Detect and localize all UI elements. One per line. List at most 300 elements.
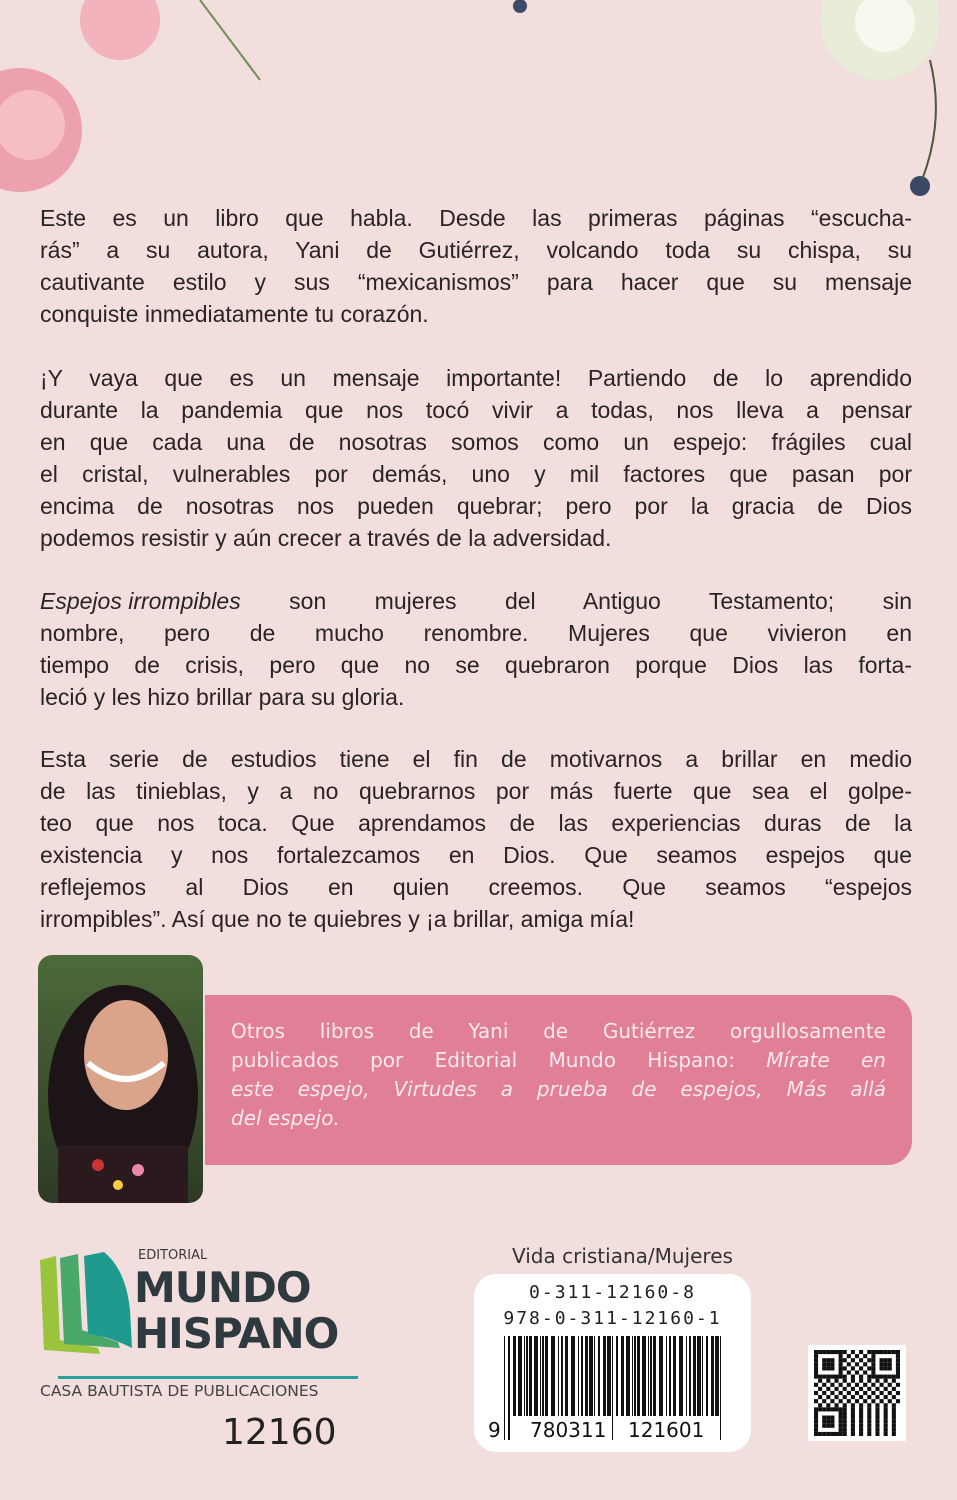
qr-module [884,1420,888,1424]
qr-module [834,1379,838,1383]
text-line: teo que nos toca. Que aprendamos de las experiencias duras de la [40,810,912,836]
book-title: Espejos irrompibles [40,588,241,614]
qr-module [884,1424,888,1428]
qr-module [843,1350,847,1354]
qr-module [843,1387,847,1391]
qr-module [888,1366,892,1370]
qr-module [896,1366,900,1370]
qr-module [884,1403,888,1407]
text-line: irrompibles”. Así que no te quiebres y ¡a brillar, amiga mía! [40,906,635,932]
qr-module [847,1383,851,1387]
barcode-bar [581,1336,583,1416]
description-paragraph-4 [40,743,912,935]
barcode-bars [474,1336,751,1446]
barcode-bar [558,1336,559,1416]
qr-module [896,1350,900,1354]
text-line [231,1075,886,1104]
barcode-bar [594,1336,595,1416]
qr-module [884,1375,888,1379]
barcode-bar [621,1336,624,1416]
qr-module [839,1362,843,1366]
qr-module [884,1416,888,1420]
qr-module [884,1387,888,1391]
qr-module [875,1416,879,1420]
qr-module [814,1350,818,1354]
qr-module [814,1420,818,1424]
qr-module [830,1375,834,1379]
qr-module [814,1358,818,1362]
barcode-bar [693,1336,696,1416]
qr-module [826,1379,830,1383]
publisher-name-2: HISPANO [134,1309,339,1358]
qr-module [826,1350,830,1354]
publisher-editorial: EDITORIAL [138,1248,208,1263]
publisher-name-1: MUNDO [134,1263,311,1312]
qr-module [875,1424,879,1428]
qr-module [859,1428,863,1432]
qr-module [839,1375,843,1379]
qr-module [847,1370,851,1374]
qr-module [855,1391,859,1395]
qr-module [875,1428,879,1432]
barcode-bar [715,1336,719,1416]
qr-module [830,1424,834,1428]
barcode-bar [673,1336,676,1416]
barcode-bar [513,1336,516,1416]
qr-module [822,1362,826,1366]
qr-module [884,1411,888,1415]
qr-module [892,1387,896,1391]
text-line: reflejemos al Dios en quien creemos. Que seamos “espejos [40,874,912,900]
qr-module [826,1395,830,1399]
qr-module [826,1416,830,1420]
qr-module [830,1399,834,1403]
qr-module [892,1350,896,1354]
qr-module [830,1391,834,1395]
barcode-bar [526,1336,528,1416]
qr-module [888,1383,892,1387]
qr-module [851,1420,855,1424]
qr-module [896,1358,900,1362]
qr-module [892,1424,896,1428]
barcode-digits-right: 121601 [628,1418,705,1442]
barcode-bar [650,1336,652,1416]
qr-module [875,1375,879,1379]
barcode-bar [626,1336,630,1416]
qr-module [822,1350,826,1354]
qr-module [867,1411,871,1415]
qr-module [859,1395,863,1399]
qr-module [863,1354,867,1358]
qr-module [888,1399,892,1403]
product-code: 12160 [222,1412,337,1453]
qr-module [859,1411,863,1415]
qr-module [863,1399,867,1403]
qr-module [814,1354,818,1358]
qr-module [830,1432,834,1436]
qr-module [892,1411,896,1415]
barcode-bar [571,1336,575,1416]
qr-module [859,1379,863,1383]
qr-module [818,1432,822,1436]
qr-module [859,1375,863,1379]
qr-module [884,1379,888,1383]
text-line: ¡Y vaya que es un mensaje importante! Partiendo de lo aprendido [40,365,912,391]
qr-module [839,1428,843,1432]
qr-module [830,1416,834,1420]
barcode-bar [607,1336,611,1416]
qr-module [818,1375,822,1379]
qr-module [847,1362,851,1366]
qr-module [822,1358,826,1362]
qr-module [855,1362,859,1366]
qr-module [875,1395,879,1399]
qr-module [896,1383,900,1387]
qr-module [892,1395,896,1399]
qr-module [826,1407,830,1411]
barcode-bar [706,1336,708,1416]
text-line: podemos resistir y aún crecer a través de la adversidad. [40,525,612,551]
qr-module [892,1416,896,1420]
floral-decoration [0,0,957,200]
qr-module [839,1407,843,1411]
qr-module [822,1416,826,1420]
qr-module [871,1391,875,1395]
qr-module [847,1391,851,1395]
qr-module [814,1407,818,1411]
qr-module [875,1403,879,1407]
qr-module [875,1387,879,1391]
qr-module [880,1366,884,1370]
qr-module [875,1432,879,1436]
qr-module [892,1403,896,1407]
qr-module [867,1375,871,1379]
qr-module [871,1358,875,1362]
qr-module [896,1391,900,1395]
qr-module [839,1432,843,1436]
qr-module [859,1424,863,1428]
barcode-bar [612,1336,613,1440]
publisher-tagline: CASA BAUTISTA DE PUBLICACIONES [40,1382,319,1400]
barcode-bar [679,1336,683,1416]
qr-module [859,1403,863,1407]
barcode-digit-prefix: 9 [488,1418,501,1442]
qr-module [826,1420,830,1424]
barcode-bar [578,1336,579,1416]
qr-module [834,1395,838,1399]
description-paragraph-1 [40,202,912,330]
qr-module [884,1432,888,1436]
text-line: el cristal, vulnerables por demás, uno y mil factores que pasan por [40,461,912,487]
qr-module [851,1407,855,1411]
qr-module [826,1403,830,1407]
qr-module [847,1354,851,1358]
qr-module [884,1366,888,1370]
qr-module [814,1432,818,1436]
qr-module [892,1379,896,1383]
text-line-rest: son mujeres del Antiguo Testamento; sin [240,588,912,614]
barcode-bar [540,1336,541,1416]
barcode-bar [689,1336,691,1416]
qr-module [830,1407,834,1411]
qr-module [896,1354,900,1358]
barcode-bar [534,1336,538,1416]
qr-module [896,1362,900,1366]
qr-module [839,1399,843,1403]
qr-module [892,1432,896,1436]
barcode-bar [529,1336,532,1416]
qr-module [880,1375,884,1379]
qr-module [863,1362,867,1366]
barcode-bar [711,1336,714,1416]
qr-module [814,1399,818,1403]
other-books-box [205,995,912,1165]
qr-module [871,1399,875,1403]
text-line: en que cada una de nosotras somos como un espejo: frágiles cual [40,429,912,455]
barcode-bar [637,1336,640,1416]
qr-module [834,1403,838,1407]
qr-module [880,1358,884,1362]
qr-module [880,1350,884,1354]
qr-module [830,1350,834,1354]
qr-module [867,1387,871,1391]
qr-module [855,1370,859,1374]
qr-module [884,1407,888,1411]
qr-module [843,1407,847,1411]
qr-module [834,1350,838,1354]
text-line [231,1104,886,1133]
text-span: publicados por Editorial Mundo Hispano: [231,1048,767,1072]
barcode-digits-left: 780311 [530,1418,607,1442]
qr-module [867,1379,871,1383]
qr-module [822,1399,826,1403]
qr-module [843,1424,847,1428]
qr-module [855,1399,859,1403]
qr-module [851,1403,855,1407]
barcode-bar [669,1336,671,1416]
text-line: Otros libros de Yani de Gutiérrez orgullosamente [231,1019,886,1043]
barcode-bar [542,1336,544,1416]
qr-module [843,1428,847,1432]
qr-module [822,1366,826,1370]
qr-module [896,1375,900,1379]
qr-module [867,1350,871,1354]
qr-module [839,1366,843,1370]
qr-module [884,1428,888,1432]
qr-module [880,1399,884,1403]
qr-module [859,1350,863,1354]
qr-module [822,1407,826,1411]
qr-module [867,1358,871,1362]
qr-module [843,1416,847,1420]
barcode-bar [642,1336,646,1416]
qr-module [839,1358,843,1362]
publisher-logo [38,1250,358,1400]
description-paragraph-3 [40,585,912,713]
qr-module [875,1379,879,1383]
qr-module [843,1395,847,1399]
text-line: Este es un libro que habla. Desde las primeras páginas “escucha- [40,205,912,231]
qr-module [867,1424,871,1428]
barcode-bar [616,1336,618,1416]
qr-module [871,1370,875,1374]
qr-module [859,1416,863,1420]
qr-module [880,1391,884,1395]
qr-module [851,1366,855,1370]
barcode-bar [518,1336,522,1416]
qr-module [834,1432,838,1436]
isbn-barcode [474,1274,751,1452]
text-line: conquiste inmediatamente tu corazón. [40,301,429,327]
qr-module [851,1395,855,1399]
qr-code [808,1345,906,1441]
qr-module [826,1432,830,1436]
qr-module [855,1354,859,1358]
qr-module [839,1416,843,1420]
qr-module [839,1354,843,1358]
isbn-10: 0-311-12160-8 [529,1282,696,1303]
qr-module [843,1420,847,1424]
barcode-bar [561,1336,563,1416]
barcode-bar [632,1336,633,1416]
book-title: del espejo. [231,1106,340,1130]
barcode-bar [720,1336,721,1440]
text-line: leció y les hizo brillar para su gloria. [40,684,405,710]
text-line: rás” a su autora, Yani de Gutiérrez, volcando toda su chispa, su [40,237,912,263]
qr-module [871,1375,875,1379]
qr-module [888,1350,892,1354]
text-line [40,585,912,617]
qr-module [818,1387,822,1391]
qr-module [875,1350,879,1354]
qr-module [863,1383,867,1387]
qr-module [830,1358,834,1362]
qr-module [884,1362,888,1366]
qr-module [896,1370,900,1374]
qr-module [867,1403,871,1407]
category-label: Vida cristiana/Mujeres [512,1244,733,1268]
barcode-bar [666,1336,667,1416]
qr-module [843,1432,847,1436]
barcode-bar [653,1336,656,1416]
qr-module [834,1387,838,1391]
barcode-bar [545,1336,548,1416]
qr-module [814,1366,818,1370]
qr-module [843,1366,847,1370]
barcode-bar [697,1336,701,1416]
qr-module [814,1391,818,1395]
barcode-bar [598,1336,600,1416]
barcode-bar [648,1336,649,1416]
qr-module [871,1350,875,1354]
barcode-bar [589,1336,593,1416]
qr-module [884,1358,888,1362]
qr-module [851,1358,855,1362]
qr-module [867,1395,871,1399]
qr-module [875,1407,879,1411]
isbn-13: 978-0-311-12160-1 [503,1308,722,1329]
qr-module [875,1420,879,1424]
text-line [231,1046,886,1075]
barcode-bar [551,1336,555,1416]
qr-module [830,1362,834,1366]
qr-module [843,1411,847,1415]
qr-module [851,1387,855,1391]
qr-module [839,1424,843,1428]
qr-module [843,1358,847,1362]
qr-module [884,1395,888,1399]
author-photo [38,955,203,1203]
qr-module [863,1370,867,1374]
qr-module [851,1350,855,1354]
qr-module [875,1411,879,1415]
qr-module [880,1383,884,1387]
qr-module [826,1375,830,1379]
qr-module [826,1358,830,1362]
text-line: durante la pandemia que nos tocó vivir a todas, nos lleva a pensar [40,397,912,423]
qr-module [822,1391,826,1395]
qr-module [880,1362,884,1366]
qr-module [814,1416,818,1420]
text-line: tiempo de crisis, pero que no se quebraron porque Dios las forta- [40,652,912,678]
qr-module [847,1399,851,1403]
qr-module [818,1407,822,1411]
qr-module [888,1358,892,1362]
qr-module [814,1370,818,1374]
qr-module [867,1432,871,1436]
qr-module [888,1391,892,1395]
qr-module [843,1375,847,1379]
barcode-bar [524,1336,525,1416]
qr-module [851,1432,855,1436]
barcode-bar [686,1336,687,1416]
qr-module [859,1407,863,1411]
qr-module [826,1387,830,1391]
qr-module [830,1366,834,1370]
qr-module [859,1387,863,1391]
qr-module [818,1403,822,1407]
qr-module [830,1383,834,1387]
qr-module [851,1416,855,1420]
qr-module [871,1366,875,1370]
qr-module [839,1420,843,1424]
qr-module [834,1375,838,1379]
qr-module [867,1407,871,1411]
barcode-bar [585,1336,588,1416]
qr-module [814,1362,818,1366]
barcode-bar [659,1336,663,1416]
barcode-bar [634,1336,636,1416]
qr-module [839,1411,843,1415]
qr-module [843,1379,847,1383]
qr-module [822,1383,826,1387]
barcode-bar [508,1336,510,1440]
qr-module [859,1432,863,1436]
qr-module [871,1362,875,1366]
text-line: Esta serie de estudios tiene el fin de motivarnos a brillar en medio [40,746,912,772]
description-paragraph-2 [40,362,912,554]
qr-module [867,1428,871,1432]
qr-module [839,1350,843,1354]
qr-module [839,1383,843,1387]
text-line: cautivante estilo y sus “mexicanismos” para hacer que su mensaje [40,269,912,295]
qr-module [888,1375,892,1379]
qr-module [839,1391,843,1395]
qr-module [822,1375,826,1379]
qr-module [867,1366,871,1370]
qr-module [863,1391,867,1395]
qr-module [851,1428,855,1432]
